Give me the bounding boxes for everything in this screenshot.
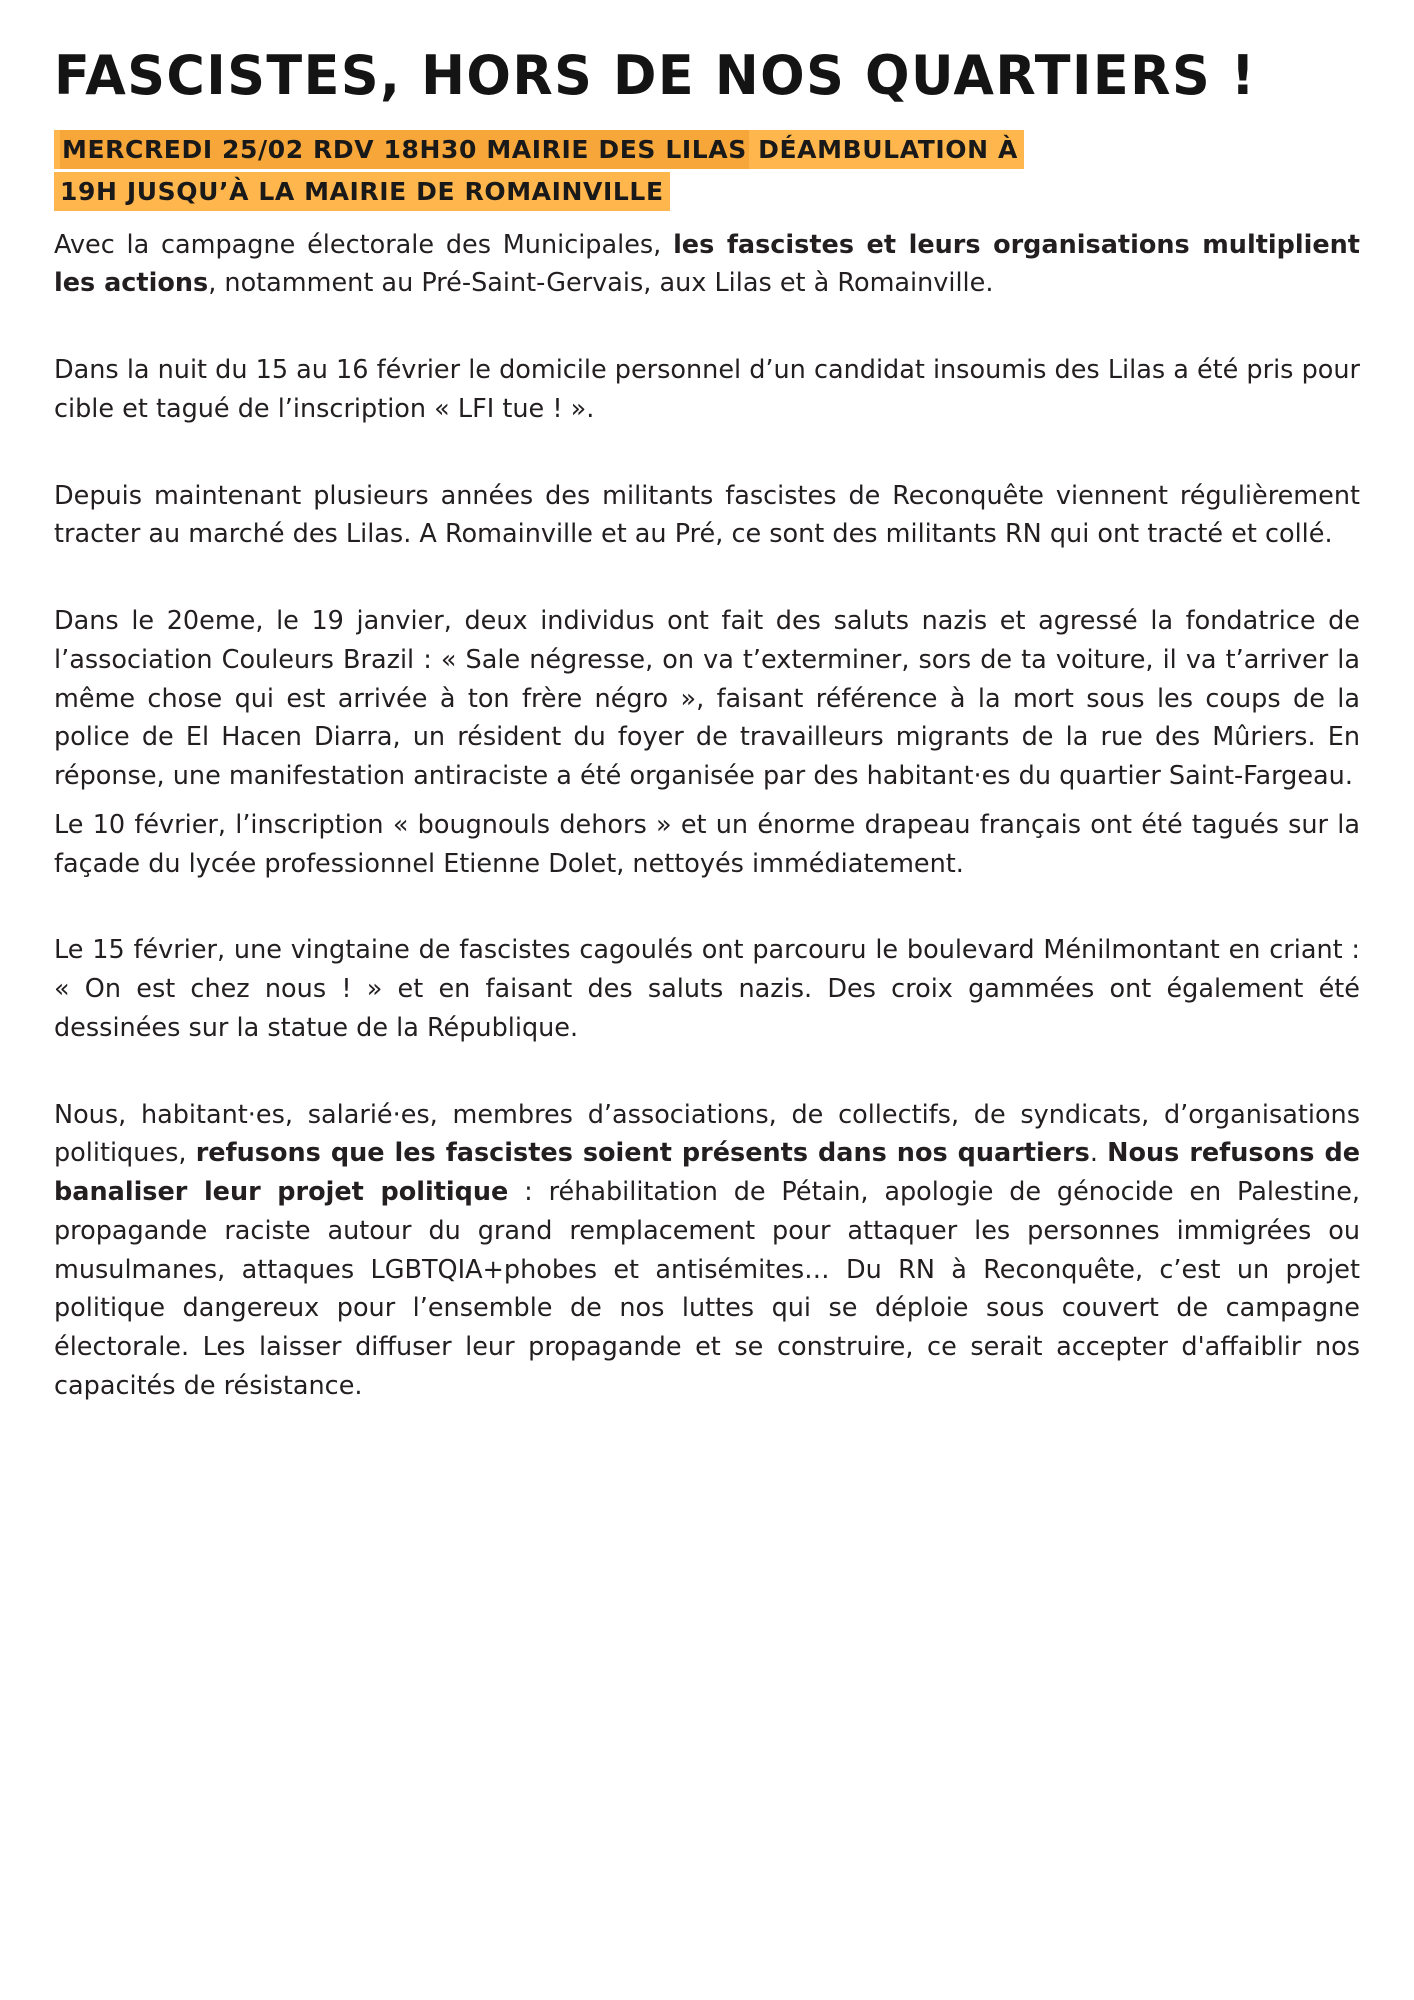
- paragraph-15-fevrier-menilmontant: [54, 931, 1360, 1047]
- text-run: Dans la nuit du 15 au 16 février le domicile personnel d’un candidat insoumis des Lilas a été pris pour cible et tagué de l’inscription « LFI tue ! ».: [54, 355, 1361, 424]
- page-title: FASCISTES, HORS DE NOS QUARTIERS !: [54, 44, 1257, 107]
- paragraph-nuit-15-16: [54, 351, 1360, 429]
- event-banner-rest: DÉAMBULATION À 19H JUSQU’À LA MAIRIE DE ROMAINVILLE: [60, 134, 1018, 207]
- text-run: Avec la campagne électorale des Municipales,: [54, 229, 674, 260]
- emphasis-run: refusons que les fascistes soient présents dans nos quartiers: [195, 1138, 1090, 1169]
- paragraph-intro: [54, 226, 1360, 304]
- event-banner: [54, 129, 1064, 214]
- text-run: Nous, habitant·es, salarié·es, membres d’associations, de collectifs, de syndicats, d’organisations politiques,: [54, 1099, 1360, 1169]
- text-run: Depuis maintenant plusieurs années des militants fascistes de Reconquête viennent régulièrement tracter au marché des Lilas. A Romainville et au Pré, ce sont des militants RN qui ont tracté et collé.: [54, 480, 1360, 550]
- text-run: Le 10 février, l’inscription « bougnouls dehors » et un énorme drapeau français ont été tagués sur la façade du lycée professionnel Etienne Dolet, nettoyés immédiatement.: [54, 809, 1360, 879]
- text-run: , notamment au Pré-Saint-Gervais, aux Lilas et à Romainville.: [208, 268, 994, 299]
- text-run: : réhabilitation de Pétain, apologie de génocide en Palestine, propagande raciste autour du grand remplacement pour attaquer les personnes immigrées ou musulmanes, attaques LGBTQIA+phobes et antisémites… Du RN à Reconquête, c’est un projet politique dangereux pour l’ensemble de nos luttes qui se déploie sous couvert de campagne électorale. Les laisser diffuser leur propagande et se construire, ce serait accepter d'affaiblir nos capacités de résistance.: [54, 1177, 1360, 1401]
- text-run: .: [1089, 1138, 1108, 1169]
- text-run: Le 15 février, une vingtaine de fascistes cagoulés ont parcouru le boulevard Ménilmontant en criant : « On est chez nous ! » et en faisant des saluts nazis. Des croix gammées ont également été dessinées sur la statue de la République.: [54, 935, 1360, 1043]
- paragraph-reconquete-marche: [54, 477, 1360, 555]
- body-text: [54, 226, 1360, 1406]
- paragraph-20eme-couleurs-brazil: [54, 602, 1360, 796]
- text-run: Dans le 20eme, le 19 janvier, deux individus ont fait des saluts nazis et agressé la fondatrice de l’association Couleurs Brazil : « Sale négresse, on va t’exterminer, sors de ta voiture, il va t’arriver la même chose qui est arrivée à ton frère négro », faisant référence à la mort sous les coups de la police de El Hacen Diarra, un résident du foyer de travailleurs migrants de la rue des Mûriers. En réponse, une manifestation antiraciste a été organisée par des habitant·es du quartier Saint-Fargeau.: [54, 606, 1360, 792]
- emphasis-run: les fascistes et leurs organisations multiplient les actions: [54, 229, 1360, 299]
- emphasis-run: Nous refusons de banaliser leur projet politique: [54, 1138, 1360, 1208]
- paragraph-10-fevrier-lycee: [54, 806, 1360, 884]
- event-banner-highlight: MERCREDI 25/02 RDV 18H30 MAIRIE DES LILAS: [60, 130, 749, 169]
- paragraph-appel: [54, 1096, 1360, 1406]
- event-banner-text: [54, 130, 1024, 212]
